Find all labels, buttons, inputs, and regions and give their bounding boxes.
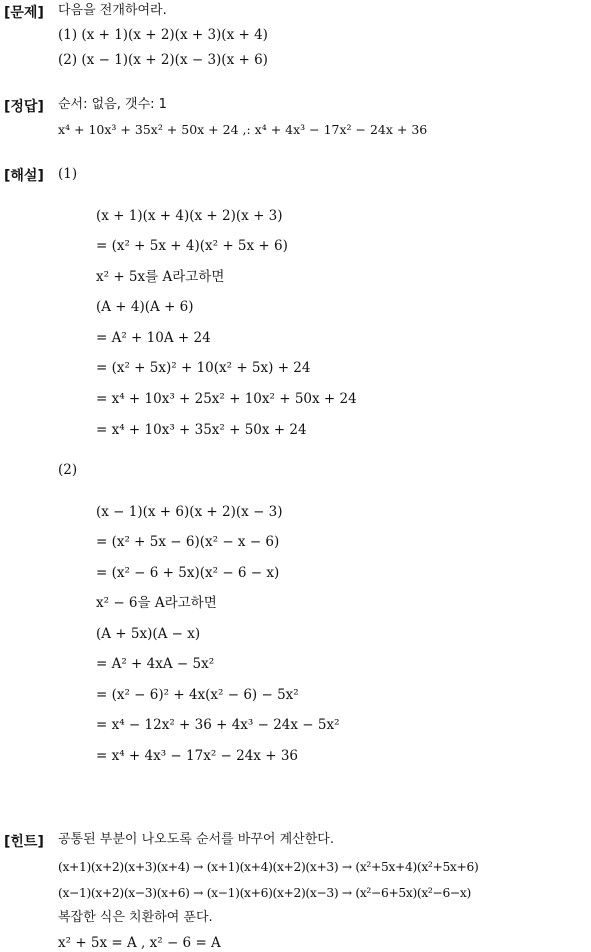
- hint-text-2: 복잡한 식은 치환하여 푼다.: [58, 910, 213, 925]
- solution-part1-step-5: = A² + 10A + 24: [96, 330, 211, 346]
- solution-label: [해설]: [4, 168, 44, 184]
- solution-part1-step-1: (x + 1)(x + 4)(x + 2)(x + 3): [96, 208, 283, 224]
- solution-part1-step-3: x² + 5x를 A라고하면: [96, 269, 225, 285]
- problem-item-1: (1) (x + 1)(x + 2)(x + 3)(x + 4): [58, 27, 268, 43]
- hint-line-2: (x−1)(x+2)(x−3)(x+6) → (x−1)(x+6)(x+2)(x−3) → (x²−6+5x)(x²−6−x): [58, 886, 471, 900]
- problem-item-2: (2) (x − 1)(x + 2)(x − 3)(x + 6): [58, 52, 268, 68]
- solution-part1-step-8: = x⁴ + 10x³ + 35x² + 50x + 24: [96, 422, 307, 438]
- solution-part2-label: (2): [58, 462, 78, 478]
- solution-part2-step-5: (A + 5x)(A − x): [96, 626, 201, 642]
- solution-part2-step-1: (x − 1)(x + 6)(x + 2)(x − 3): [96, 504, 283, 520]
- solution-part2-step-8: = x⁴ − 12x² + 36 + 4x³ − 24x − 5x²: [96, 717, 340, 733]
- solution-part1-step-2: = (x² + 5x + 4)(x² + 5x + 6): [96, 238, 288, 254]
- solution-part2-step-9: = x⁴ + 4x³ − 17x² − 24x + 36: [96, 748, 298, 764]
- hint-label: [힌트]: [4, 834, 44, 850]
- solution-part1-label: (1): [58, 166, 78, 182]
- solution-part1-step-7: = x⁴ + 10x³ + 25x² + 10x² + 50x + 24: [96, 391, 357, 407]
- solution-part1-step-6: = (x² + 5x)² + 10(x² + 5x) + 24: [96, 360, 311, 376]
- problem-text: 다음을 전개하여라.: [58, 3, 167, 18]
- answer-line: x⁴ + 10x³ + 35x² + 50x + 24 ,: x⁴ + 4x³ − 17x² − 24x + 36: [58, 122, 428, 137]
- solution-part2-step-2: = (x² + 5x − 6)(x² − x − 6): [96, 534, 280, 550]
- hint-line-1: (x+1)(x+2)(x+3)(x+4) → (x+1)(x+4)(x+2)(x+3) → (x²+5x+4)(x²+5x+6): [58, 860, 479, 874]
- solution-part2-step-3: = (x² − 6 + 5x)(x² − 6 − x): [96, 565, 280, 581]
- answer-text: 순서: 없음, 갯수: 1: [58, 97, 167, 112]
- solution-part1-step-4: (A + 4)(A + 6): [96, 299, 194, 315]
- solution-part2-step-4: x² − 6을 A라고하면: [96, 595, 217, 611]
- problem-label: [문제]: [4, 5, 44, 21]
- solution-part2-step-7: = (x² − 6)² + 4x(x² − 6) − 5x²: [96, 687, 299, 703]
- hint-line-3: x² + 5x = A , x² − 6 = A: [58, 935, 221, 951]
- answer-label: [정답]: [4, 99, 44, 115]
- solution-part2-step-6: = A² + 4xA − 5x²: [96, 656, 215, 672]
- hint-text: 공통된 부분이 나오도록 순서를 바꾸어 계산한다.: [58, 832, 334, 847]
